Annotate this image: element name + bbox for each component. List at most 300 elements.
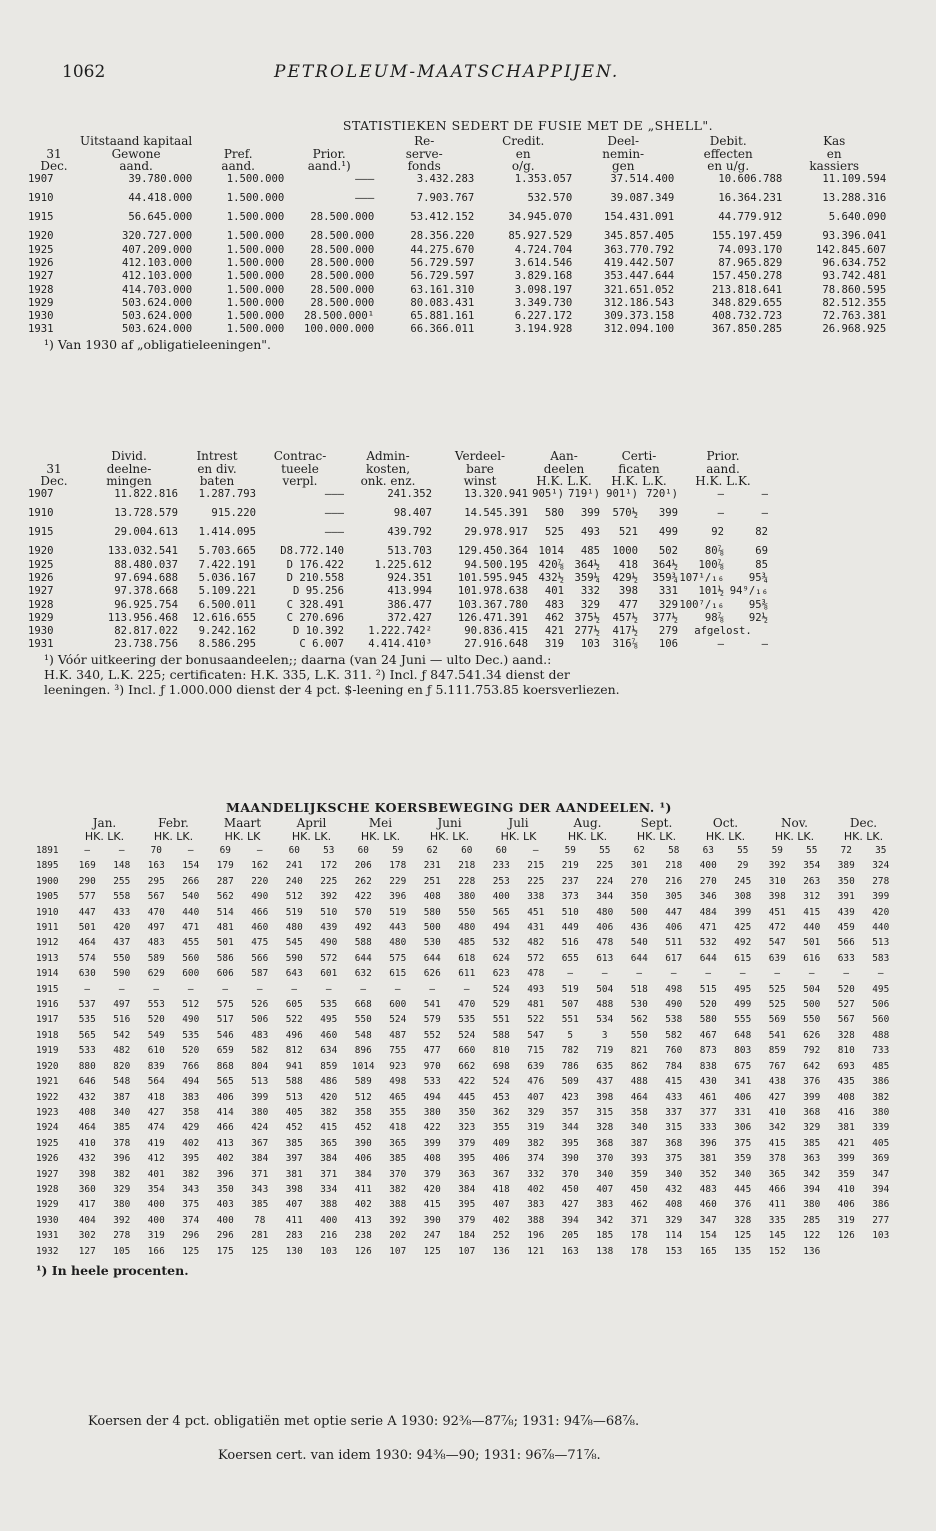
price-cell: 660 xyxy=(458,1045,476,1057)
value-cell: 12.616.655 xyxy=(192,611,256,624)
koers-row xyxy=(36,1059,898,1074)
dividend-header-cell: kosten, xyxy=(365,461,411,476)
year-cell: 1918 xyxy=(36,1029,59,1041)
price-cell: 496 xyxy=(285,1029,303,1041)
value-cell: ——— xyxy=(324,526,344,539)
price-cell: 153 xyxy=(665,1245,683,1257)
price-cell: 382 xyxy=(872,1091,890,1103)
price-cell: 406 xyxy=(665,922,683,934)
value-cell: D 210.558 xyxy=(286,571,344,584)
price-cell: 400 xyxy=(147,1214,165,1226)
price-cell: — xyxy=(84,983,91,995)
price-cell: 530 xyxy=(630,999,648,1011)
price-cell: 451 xyxy=(527,906,545,918)
price-cell: 498 xyxy=(389,1076,407,1088)
price-cell: 529 xyxy=(492,999,510,1011)
price-cell: 548 xyxy=(354,1029,372,1041)
price-cell: 462 xyxy=(630,1199,648,1211)
value-cell: 66.366.011 xyxy=(410,323,475,336)
price-cell: 379 xyxy=(458,1214,476,1226)
price-cell: 540 xyxy=(630,937,648,949)
price-cell: — xyxy=(291,983,298,995)
stats-header-cell: fonds xyxy=(407,159,441,173)
price-cell: 406 xyxy=(216,1091,234,1103)
price-cell: 436 xyxy=(630,922,648,934)
value-cell: 96.634.752 xyxy=(822,256,887,269)
price-cell: — xyxy=(118,845,125,856)
price-cell: 202 xyxy=(389,1230,407,1242)
value-cell: 525 xyxy=(544,526,564,539)
value-cell: 329 xyxy=(658,598,678,611)
price-cell: 497 xyxy=(147,922,165,934)
stats-row xyxy=(28,297,886,310)
price-cell: 163 xyxy=(561,1245,579,1257)
price-cell: 425 xyxy=(734,922,752,934)
price-cell: 247 xyxy=(423,1230,441,1242)
price-cell: 490 xyxy=(320,937,338,949)
price-cell: 786 xyxy=(561,1060,579,1072)
value-cell: D 10.392 xyxy=(292,625,344,638)
price-cell: 306 xyxy=(734,1122,752,1134)
price-cell: 312 xyxy=(803,891,821,903)
price-cell: 766 xyxy=(182,1060,200,1072)
price-cell: 241 xyxy=(285,860,303,872)
price-cell: 346 xyxy=(699,891,717,903)
value-cell: 154.431.091 xyxy=(604,211,675,224)
value-cell: 309.373.158 xyxy=(604,310,675,323)
price-cell: — xyxy=(636,968,643,980)
price-cell: 233 xyxy=(492,860,510,872)
dividend-row xyxy=(28,599,768,612)
price-cell: 464 xyxy=(78,1122,96,1134)
price-cell: 580 xyxy=(423,906,441,918)
year-cell: 1929 xyxy=(36,1199,59,1211)
price-cell: 315 xyxy=(665,1122,683,1134)
koers-row xyxy=(36,1182,898,1197)
price-cell: 615 xyxy=(734,952,752,964)
price-cell: 328 xyxy=(596,1122,614,1134)
price-cell: 733 xyxy=(872,1045,890,1057)
value-cell: ——— xyxy=(324,487,344,500)
month-header: April xyxy=(296,816,327,830)
value-cell: 277½ xyxy=(574,625,600,638)
price-cell: 646 xyxy=(78,1076,96,1088)
price-cell: 357 xyxy=(561,1106,579,1118)
price-cell: — xyxy=(877,968,884,980)
stats-header-cell: o/g. xyxy=(511,159,535,173)
price-cell: 525 xyxy=(768,999,786,1011)
dividend-header-cell: Prior. xyxy=(706,449,740,463)
price-cell: 152 xyxy=(768,1245,786,1257)
price-cell: 513 xyxy=(285,1091,303,1103)
price-cell: 590 xyxy=(113,968,131,980)
price-cell: 499 xyxy=(734,999,752,1011)
value-cell: 414.703.000 xyxy=(122,283,193,296)
price-cell: 295 xyxy=(147,875,165,887)
value-cell: 95¾ xyxy=(748,571,768,584)
price-cell: 237 xyxy=(561,875,579,887)
price-cell: 411 xyxy=(768,1199,786,1211)
dividend-header-cell: Contrac- xyxy=(273,449,327,463)
price-cell: 545 xyxy=(285,937,303,949)
price-cell: 510 xyxy=(320,906,338,918)
value-cell: 5.640.090 xyxy=(828,211,887,224)
price-cell: 328 xyxy=(734,1214,752,1226)
price-cell: 178 xyxy=(630,1230,648,1242)
value-cell: 321.651.052 xyxy=(604,283,675,296)
price-cell: 262 xyxy=(354,875,372,887)
price-cell: 450 xyxy=(630,1183,648,1195)
stats-row xyxy=(28,244,886,257)
value-cell: 129.450.364 xyxy=(457,545,528,558)
value-cell: 13.320.941 xyxy=(464,487,528,500)
price-cell: 423 xyxy=(561,1091,579,1103)
year-cell: 1932 xyxy=(36,1245,59,1257)
year-cell: 1931 xyxy=(28,638,54,651)
price-cell: 340 xyxy=(630,1122,648,1134)
price-cell: 453 xyxy=(492,1091,510,1103)
price-cell: 481 xyxy=(216,922,234,934)
price-cell: 329 xyxy=(527,1106,545,1118)
price-cell: 420 xyxy=(872,906,890,918)
dividend-header-cell: bare xyxy=(466,461,494,476)
stats-row xyxy=(28,323,886,336)
value-cell: 9.242.162 xyxy=(198,625,256,638)
price-cell: 549 xyxy=(147,1029,165,1041)
price-cell: 395 xyxy=(561,1137,579,1149)
price-cell: 122 xyxy=(803,1230,821,1242)
value-cell: 353.447.644 xyxy=(604,270,675,283)
price-cell: 445 xyxy=(734,1183,752,1195)
price-cell: 5 xyxy=(567,1029,574,1041)
year-cell: 1911 xyxy=(36,922,59,934)
price-cell: 409 xyxy=(492,1137,510,1149)
price-cell: 399 xyxy=(837,1153,855,1165)
year-cell: 1915 xyxy=(36,983,59,995)
hk-lk-header: HK. LK. xyxy=(291,830,332,843)
price-cell: 418 xyxy=(147,1091,165,1103)
price-cell: 532 xyxy=(699,937,717,949)
price-cell: 231 xyxy=(423,860,441,872)
value-cell: 56.729.597 xyxy=(410,256,475,269)
value-cell: 27.916.648 xyxy=(464,638,528,651)
price-cell: 566 xyxy=(251,952,269,964)
price-cell: 495 xyxy=(872,983,890,995)
price-cell: 384 xyxy=(458,1183,476,1195)
price-cell: 420 xyxy=(320,1091,338,1103)
price-cell: 127 xyxy=(78,1245,96,1257)
price-cell: 812 xyxy=(285,1045,303,1057)
dividend-header-cell: mingen xyxy=(106,474,152,488)
price-cell: 859 xyxy=(768,1045,786,1057)
price-cell: 634 xyxy=(320,1045,338,1057)
price-cell: 383 xyxy=(527,1199,545,1211)
price-cell: 383 xyxy=(596,1199,614,1211)
price-cell: 399 xyxy=(872,891,890,903)
koers-title: MAANDELIJKSCHE KOERSBEWEGING DER AANDEELEN. ¹) xyxy=(226,800,672,815)
price-cell: 401 xyxy=(147,1168,165,1180)
price-cell: 367 xyxy=(251,1137,269,1149)
value-cell: — xyxy=(717,487,724,500)
price-cell: 344 xyxy=(561,1122,579,1134)
price-cell: 565 xyxy=(492,906,510,918)
price-cell: 821 xyxy=(630,1045,648,1057)
price-cell: 396 xyxy=(699,1137,717,1149)
year-cell: 1924 xyxy=(36,1122,59,1134)
price-cell: 524 xyxy=(389,1014,407,1026)
value-cell: 63.161.310 xyxy=(410,283,475,296)
year-cell: 1926 xyxy=(28,571,54,584)
stats-header-cell: aand. xyxy=(119,159,153,173)
price-cell: 587 xyxy=(251,968,269,980)
price-cell: 377 xyxy=(699,1106,717,1118)
price-cell: 408 xyxy=(423,891,441,903)
price-cell: 550 xyxy=(354,1014,372,1026)
value-cell: 106 xyxy=(658,638,678,651)
value-cell: 421 xyxy=(544,625,564,638)
price-cell: 229 xyxy=(389,875,407,887)
price-cell: 515 xyxy=(699,983,717,995)
price-cell: 551 xyxy=(561,1014,579,1026)
hk-lk-header: HK. LK. xyxy=(843,830,884,843)
value-cell: 4.724.704 xyxy=(514,243,573,256)
stats-header-cell: aand.¹) xyxy=(307,159,351,173)
value-cell: 44.779.912 xyxy=(718,211,783,224)
price-cell: 520 xyxy=(147,1014,165,1026)
price-cell: 629 xyxy=(147,968,165,980)
price-cell: 880 xyxy=(78,1060,96,1072)
koers-row xyxy=(36,1043,898,1058)
value-cell: C 6.007 xyxy=(299,638,344,651)
year-cell: 1917 xyxy=(36,1014,59,1026)
price-cell: 392 xyxy=(768,860,786,872)
price-cell: 380 xyxy=(458,891,476,903)
month-header: Nov. xyxy=(781,816,808,830)
price-cell: 416 xyxy=(837,1106,855,1118)
price-cell: 225 xyxy=(320,875,338,887)
price-cell: 371 xyxy=(630,1214,648,1226)
price-cell: 384 xyxy=(251,1153,269,1165)
value-cell: 23.738.756 xyxy=(114,638,178,651)
value-cell: 363.770.792 xyxy=(604,243,675,256)
koers-sub-row xyxy=(36,830,898,843)
price-cell: 302 xyxy=(78,1230,96,1242)
koers-row xyxy=(36,966,898,981)
price-cell: 386 xyxy=(872,1199,890,1211)
value-cell: 85.927.529 xyxy=(508,230,573,243)
price-cell: 363 xyxy=(458,1168,476,1180)
price-cell: 408 xyxy=(423,1153,441,1165)
dividend-footnote-line: ¹) Vóór uitkeering der bonusaandeelen;; daarna (van 24 Juni — ulto Dec.) aand.: xyxy=(44,651,552,667)
price-cell: 412 xyxy=(147,1153,165,1165)
year-cell: 1930 xyxy=(36,1214,59,1226)
value-cell: 367.850.285 xyxy=(712,323,783,336)
price-cell: 553 xyxy=(147,999,165,1011)
price-cell: 406 xyxy=(734,1091,752,1103)
price-cell: 668 xyxy=(354,999,372,1011)
price-cell: — xyxy=(153,983,160,995)
price-cell: 3 xyxy=(601,1029,608,1041)
stats-header-cell: kassiers xyxy=(809,159,859,173)
price-cell: 305 xyxy=(665,891,683,903)
dividend-header-cell: Aan- xyxy=(550,449,578,463)
price-cell: 319 xyxy=(837,1214,855,1226)
price-cell: 420 xyxy=(113,922,131,934)
koers-table xyxy=(36,817,898,1259)
price-cell: 154 xyxy=(699,1230,717,1242)
price-cell: 390 xyxy=(561,1153,579,1165)
value-cell: 485 xyxy=(580,545,600,558)
dividend-row xyxy=(28,526,768,539)
price-cell: 55 xyxy=(737,845,749,856)
value-cell: 28.500.000 xyxy=(310,256,375,269)
year-cell: 1923 xyxy=(36,1106,59,1118)
price-cell: 375 xyxy=(734,1137,752,1149)
value-cell: 331 xyxy=(658,585,678,598)
value-cell: 37.514.400 xyxy=(610,172,675,185)
price-cell: 450 xyxy=(561,1183,579,1195)
price-cell: 550 xyxy=(803,1014,821,1026)
year-cell: 1926 xyxy=(28,256,54,269)
value-cell: 924.351 xyxy=(387,571,432,584)
price-cell: 315 xyxy=(596,1106,614,1118)
value-cell: 26.968.925 xyxy=(822,323,887,336)
stats-row xyxy=(28,211,886,224)
dividend-header-cell: Admin- xyxy=(366,449,410,463)
price-cell: 225 xyxy=(527,875,545,887)
value-cell: 69 xyxy=(755,545,768,558)
price-cell: 370 xyxy=(561,1168,579,1180)
value-cell: 359¾ xyxy=(652,571,678,584)
price-cell: 55 xyxy=(599,845,611,856)
year-cell: 1907 xyxy=(28,487,54,500)
price-cell: 693 xyxy=(837,1060,855,1072)
value-cell: 90.836.415 xyxy=(464,625,528,638)
value-cell: 1.225.612 xyxy=(374,558,432,571)
price-cell: 391 xyxy=(837,891,855,903)
footer-obligation-rates: Koersen der 4 pct. obligatiën met optie serie A 1930: 92⅜—87⅞; 1931: 94⅞—68⅞. xyxy=(88,1414,640,1429)
price-cell: 488 xyxy=(872,1029,890,1041)
price-cell: 615 xyxy=(389,968,407,980)
stats-header-cell: Pref. xyxy=(223,146,253,161)
koers-row xyxy=(36,1228,898,1243)
value-cell: 3.349.730 xyxy=(514,296,573,309)
price-cell: 278 xyxy=(113,1230,131,1242)
value-cell: 13.728.579 xyxy=(114,506,178,519)
koers-row xyxy=(36,1074,898,1089)
price-cell: 399 xyxy=(251,1091,269,1103)
hk-lk-header: HK. LK. xyxy=(774,830,815,843)
price-cell: 400 xyxy=(699,860,717,872)
price-cell: 380 xyxy=(113,1199,131,1211)
price-cell: 352 xyxy=(699,1168,717,1180)
price-cell: 400 xyxy=(492,891,510,903)
price-cell: 381 xyxy=(285,1168,303,1180)
price-cell: 481 xyxy=(527,999,545,1011)
price-cell: 626 xyxy=(423,968,441,980)
price-cell: 385 xyxy=(113,1122,131,1134)
year-cell: 1914 xyxy=(36,968,59,980)
price-cell: 432 xyxy=(665,1183,683,1195)
price-cell: 135 xyxy=(734,1245,752,1257)
price-cell: 136 xyxy=(492,1245,510,1257)
price-cell: 542 xyxy=(113,1029,131,1041)
price-cell: 103 xyxy=(872,1230,890,1242)
value-cell: 419.442.507 xyxy=(604,256,675,269)
value-cell: 521 xyxy=(618,526,638,539)
price-cell: 494 xyxy=(182,1076,200,1088)
price-cell: 362 xyxy=(492,1106,510,1118)
price-cell: 838 xyxy=(699,1060,717,1072)
price-cell: 411 xyxy=(354,1183,372,1195)
price-cell: 59 xyxy=(771,845,783,856)
price-cell: 121 xyxy=(527,1245,545,1257)
price-cell: 385 xyxy=(803,1137,821,1149)
value-cell: 3.614.546 xyxy=(514,256,573,269)
price-cell: 228 xyxy=(458,875,476,887)
value-cell: 399 xyxy=(580,506,600,519)
price-cell: 574 xyxy=(78,952,96,964)
price-cell: 520 xyxy=(837,983,855,995)
price-cell: 60 xyxy=(357,845,369,856)
stats-header-cell: en u/g. xyxy=(707,159,750,173)
price-cell: 490 xyxy=(251,891,269,903)
value-cell: 6.227.172 xyxy=(514,310,573,323)
price-cell: 350 xyxy=(458,1106,476,1118)
value-cell: 34.945.070 xyxy=(508,211,573,224)
value-cell: 905¹) xyxy=(532,487,564,500)
price-cell: 396 xyxy=(113,1153,131,1165)
koers-row xyxy=(36,1105,898,1120)
price-cell: 378 xyxy=(113,1137,131,1149)
price-cell: 220 xyxy=(251,875,269,887)
price-cell: 494 xyxy=(423,1091,441,1103)
value-cell: 82.512.355 xyxy=(822,296,887,309)
value-cell: 720¹) xyxy=(646,487,678,500)
price-cell: 524 xyxy=(492,1076,510,1088)
stats-header-cell xyxy=(192,135,284,148)
price-cell: 804 xyxy=(251,1060,269,1072)
year-cell: 1928 xyxy=(28,598,54,611)
price-cell: 283 xyxy=(285,1230,303,1242)
value-cell: 82 xyxy=(755,526,768,539)
price-cell: 478 xyxy=(527,968,545,980)
price-cell: 296 xyxy=(216,1230,234,1242)
price-cell: 439 xyxy=(837,906,855,918)
value-cell: 10.606.788 xyxy=(718,172,783,185)
price-cell: 643 xyxy=(285,968,303,980)
price-cell: 388 xyxy=(320,1199,338,1211)
value-cell: 1.500.000 xyxy=(226,172,285,185)
value-cell: ——— xyxy=(355,172,375,185)
price-cell: 251 xyxy=(423,875,441,887)
dividend-header-cell xyxy=(28,450,80,463)
price-cell: 417 xyxy=(78,1199,96,1211)
page-number: 1062 xyxy=(62,62,106,82)
value-cell: 432½ xyxy=(538,571,564,584)
value-cell: 98.407 xyxy=(393,506,432,519)
price-cell: 385 xyxy=(285,1137,303,1149)
price-cell: 635 xyxy=(596,1060,614,1072)
year-cell: 1916 xyxy=(36,999,59,1011)
price-cell: 516 xyxy=(561,937,579,949)
price-cell: 342 xyxy=(596,1214,614,1226)
value-cell: 126.471.391 xyxy=(457,611,528,624)
price-cell: 524 xyxy=(492,983,510,995)
price-cell: 415 xyxy=(768,1137,786,1149)
price-cell: 148 xyxy=(113,860,131,872)
price-cell: 501 xyxy=(803,937,821,949)
